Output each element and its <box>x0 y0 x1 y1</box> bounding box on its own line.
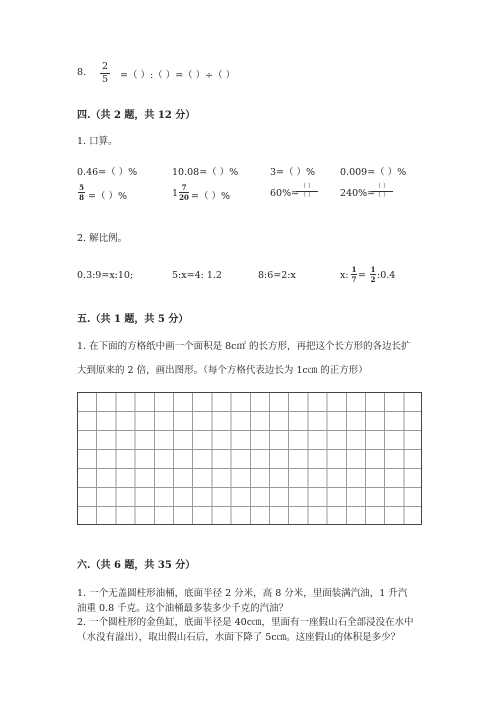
q-text-line: 大到原来的 2 倍，画出图形。（每个方格代表边长为 1c㎝ 的正方形） <box>77 365 368 376</box>
blank-fraction <box>371 184 393 199</box>
mixed-number-whole: 1 <box>172 188 179 199</box>
fraction-numerator: 1 <box>370 265 376 274</box>
fraction-denominator: 20 <box>179 193 189 202</box>
q-text-line: 2. 一个圆柱形的金鱼缸，底面半径是 40c㎝，里面有一座假山石全部浸没在水中 <box>77 617 414 628</box>
blank-fraction <box>296 184 318 199</box>
fraction-numerator: （ ） <box>300 183 314 190</box>
calc-item-prefix: 240%= <box>340 188 376 199</box>
fraction-numerator: （ ） <box>375 183 389 190</box>
fraction-numerator: 1 <box>351 265 357 274</box>
proportion-item: 5:x=4: 1.2 <box>172 270 222 281</box>
section-four-header: 四.（共 2 题，共 12 分） <box>77 110 196 121</box>
calc-item: 0.46=（ ）% <box>77 167 138 178</box>
fraction-numerator: 2 <box>101 61 109 72</box>
fraction-two-fifths <box>100 62 110 84</box>
fraction-denominator: 2 <box>370 275 376 284</box>
q-text-line: 油重 0.8 千克。这个油桶最多装多少千克的汽油？ <box>77 603 289 614</box>
proportion-prefix: x: <box>340 270 349 281</box>
fraction-denominator: （ ） <box>300 192 314 199</box>
proportion-item: 0.3:9=x:10; <box>77 270 134 281</box>
q2-title: 2. 解比例。 <box>77 233 128 244</box>
proportion-equals: = <box>358 270 366 281</box>
question-number: 8. <box>77 67 87 78</box>
section-five-header: 五.（共 1 题，共 5 分） <box>77 314 189 325</box>
fraction-one-seventh <box>351 266 357 283</box>
q-text-line: 1. 在下面的方格纸中画一个面积是 8c㎡ 的长方形，再把这个长方形的各边长扩 <box>77 341 411 352</box>
calc-item-prefix: 60%= <box>270 188 300 199</box>
q8-answer-blanks: =（ ）:（ ）=（ ）÷（ ） <box>120 70 236 81</box>
proportion-item: 8:6=2:x <box>258 270 296 281</box>
q-text-line: （水没有溢出），取出假山石后，水面下降了 5c㎝。这座假山的体积是多少？ <box>77 632 401 643</box>
fraction-numerator: 7 <box>181 183 187 192</box>
fraction-denominator: 8 <box>79 193 84 202</box>
calc-item: 0.009=（ ）% <box>340 167 407 178</box>
fraction-five-eighths <box>78 184 85 201</box>
fraction-one-half <box>370 266 376 283</box>
fraction-denominator: （ ） <box>375 192 389 199</box>
q1-title: 1. 口算。 <box>77 136 118 147</box>
q-text-line: 1. 一个无盖圆柱形油桶，底面半径 2 分米，高 8 分米，里面装满汽油，1 升汽 <box>77 588 408 599</box>
fraction-seven-twentieths <box>179 184 189 201</box>
grid-paper[interactable] <box>77 392 422 525</box>
calc-item: 3=（ ）% <box>270 167 316 178</box>
fraction-numerator: 5 <box>79 183 84 192</box>
calc-item-rest: =（ ）% <box>88 191 128 202</box>
calc-item: 10.08=（ ）% <box>172 167 239 178</box>
section-six-header: 六.（共 6 题，共 35 分） <box>77 560 196 571</box>
proportion-suffix: :0.4 <box>377 270 396 281</box>
fraction-denominator: 5 <box>101 73 109 85</box>
calc-item-rest: =（ ）% <box>191 191 231 202</box>
fraction-denominator: 7 <box>351 275 357 284</box>
